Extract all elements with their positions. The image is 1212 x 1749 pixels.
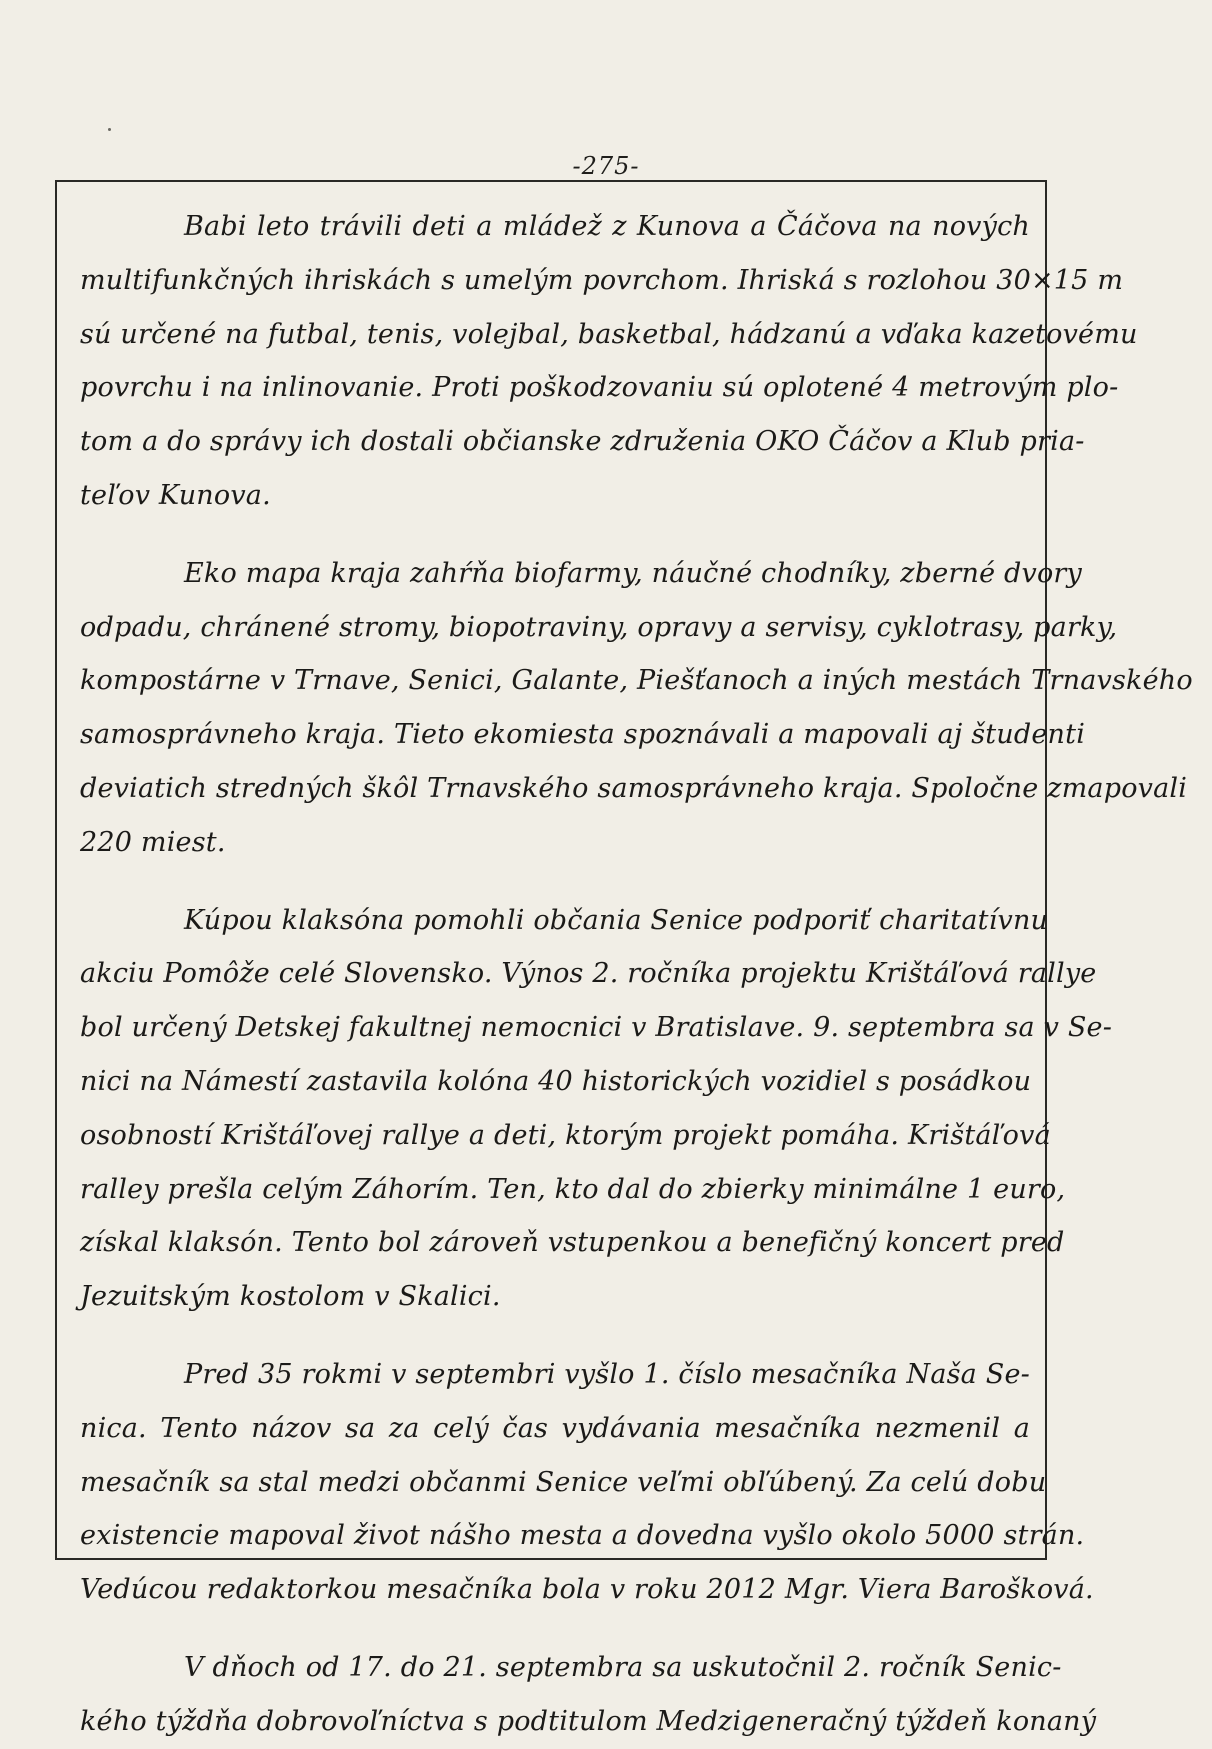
text-line: tom a do správy ich dostali občianske združenia OKO Čáčov a Klub pria-	[80, 426, 1085, 458]
text-line: kého týždňa dobrovoľníctva s podtitulom Medzigeneračný týždeň konaný	[80, 1705, 1097, 1737]
text-line: 220 miest.	[80, 826, 226, 858]
text-line: ralley prešla celým Záhorím. Ten, kto dal do zbierky minimálne 1 euro,	[80, 1173, 1066, 1205]
text-line: existencie mapoval život nášho mesta a dovedna vyšlo okolo 5000 strán.	[80, 1520, 1085, 1552]
text-line: povrchu i na inlinovanie. Proti poškodzovaniu sú oplotené 4 metrovým plo-	[80, 372, 1119, 404]
text-line: deviatich stredných škôl Trnavského samosprávneho kraja. Spoločne zmapovali	[80, 772, 1188, 804]
paragraph	[80, 894, 1113, 1324]
paragraph	[80, 547, 1193, 870]
text-line: teľov Kunova.	[80, 479, 271, 511]
text-line: Babi leto trávili deti a mládež z Kunova a Čáčova na nových	[184, 211, 1030, 242]
text-line: Eko mapa kraja zahŕňa biofarmy, náučné chodníky, zberné dvory	[184, 557, 1082, 589]
text-line: akciu Pomôže celé Slovensko. Výnos 2. ročníka projektu Krištáľová rallye	[80, 958, 1097, 990]
text-line: získal klaksón. Tento bol zároveň vstupenkou a benefičný koncert pred	[80, 1227, 1065, 1259]
text-line: kompostárne v Trnave, Senici, Galante, Piešťanoch a iných mestách Trnavského	[80, 665, 1193, 697]
text-line: Kúpou klaksóna pomohli občania Senice podporiť charitatívnu	[184, 904, 1049, 936]
text-line: V dňoch od 17. do 21. septembra sa uskutočnil 2. ročník Senic-	[184, 1651, 1062, 1683]
text-line: multifunkčných ihriskách s umelým povrchom. Ihriská s rozlohou 30×15 m	[80, 264, 1124, 296]
text-line: Vedúcou redaktorkou mesačníka bola v roku 2012 Mgr. Viera Barošková.	[80, 1574, 1094, 1606]
text-line: odpadu, chránené stromy, biopotraviny, opravy a servisy, cyklotrasy, parky,	[80, 611, 1118, 643]
paragraph	[80, 1641, 1097, 1749]
paragraph	[80, 1348, 1094, 1617]
margin-dot	[108, 128, 111, 131]
text-line: sú určené na futbal, tenis, volejbal, basketbal, hádzanú a vďaka kazetovému	[80, 318, 1138, 350]
text-line: mesačník sa stal medzi občanmi Senice veľmi obľúbený. Za celú dobu	[80, 1466, 1047, 1498]
text-line: osobností Krištáľovej rallye a deti, ktorým projekt pomáha. Krištáľová	[80, 1119, 1051, 1151]
text-line: Pred 35 rokmi v septembri vyšlo 1. číslo mesačníka Naša Se-	[184, 1358, 1030, 1390]
text-line: nici na Námestí zastavila kolóna 40 historických vozidiel s posádkou	[80, 1065, 1032, 1097]
text-line: samosprávneho kraja. Tieto ekomiesta spoznávali a mapovali aj študenti	[80, 719, 1086, 751]
handwritten-text-block	[80, 200, 1193, 1737]
paragraph	[80, 200, 1138, 523]
text-line: nica. Tento názov sa za celý čas vydávania mesačníka nezmenil a	[80, 1412, 1030, 1444]
text-line: Jezuitským kostolom v Skalici.	[80, 1281, 501, 1313]
page-number: -275-	[572, 152, 640, 180]
text-line: bol určený Detskej fakultnej nemocnici v Bratislave. 9. septembra sa v Se-	[80, 1012, 1113, 1044]
